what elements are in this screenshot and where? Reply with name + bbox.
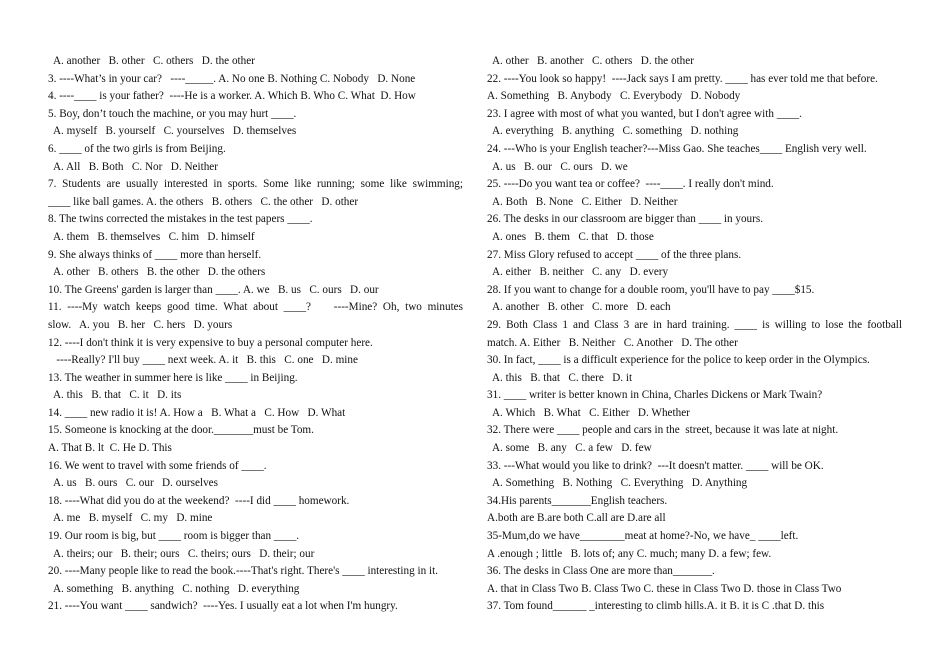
question-line: 32. There were ____ people and cars in the street, because it was late at night. [487,424,839,437]
question-line: A. ones B. them C. that D. those [487,230,654,243]
question-line: 24. ---Who is your English teacher?---Miss Gao. She teaches____ English very well. [487,142,867,155]
question-line: match. A. Either B. Neither C. Another D. The other [487,336,738,349]
question-line: 10. The Greens' garden is larger than ____. A. we B. us C. ours D. our [48,283,379,296]
question-line: 28. If you want to change for a double room, you'll have to pay ____$15. [487,283,815,296]
question-line: A. us B. ours C. our D. ourselves [48,477,218,490]
question-line: 19. Our room is big, but ____ room is bigger than ____. [48,530,300,543]
question-line: A. some B. any C. a few D. few [487,442,652,455]
question-line: A. me B. myself C. my D. mine [48,512,213,525]
question-line: A. Both B. None C. Either D. Neither [487,195,678,208]
question-line: 20. ----Many people like to read the book.----That's right. There's ____ interesting in it. [48,565,438,578]
question-line: 6. ____ of the two girls is from Beijing. [48,142,226,155]
question-line: 16. We went to travel with some friends of ____. [48,459,267,472]
question-line: 25. ----Do you want tea or coffee? ----____. I really don't mind. [487,178,774,191]
left-column [48,53,463,616]
question-line: 4. ----____ is your father? ----He is a worker. A. Which B. Who C. What D. How [48,90,416,103]
question-line: 36. The desks in Class One are more than_______. [487,565,715,578]
question-line: 3. ----What’s in your car? ----_____. A. No one B. Nothing C. Nobody D. None [48,72,416,85]
question-line: 26. The desks in our classroom are bigger than ____ in yours. [487,213,764,226]
question-line: ----Really? I'll buy ____ next week. A. it B. this C. one D. mine [48,354,358,367]
question-line: 22. ----You look so happy! ----Jack says I am pretty. ____ has ever told me that before. [487,72,878,85]
right-column [487,53,902,616]
question-line: 37. Tom found______ _interesting to climb hills.A. it B. it is C .that D. this [487,600,825,613]
question-line: 27. Miss Glory refused to accept ____ of the three plans. [487,248,742,261]
question-line: A. myself B. yourself C. yourselves D. themselves [48,125,297,138]
question-line: A. everything B. anything C. something D. nothing [487,125,739,138]
question-line: 29. Both Class 1 and Class 3 are in hard training. ____ is willing to lose the football [487,318,902,331]
question-line: 7. Students are usually interested in sports. Some like running; some like swimming; [48,178,463,191]
question-line: A. that in Class Two B. Class Two C. these in Class Two D. those in Class Two [487,582,842,595]
question-line: A. That B. lt C. He D. This [48,442,172,455]
question-line: A. Which B. What C. Either D. Whether [487,406,690,419]
question-line: 21. ----You want ____ sandwich? ----Yes. I usually eat a lot when I'm hungry. [48,600,398,613]
question-line: 13. The weather in summer here is like ____ in Beijing. [48,371,298,384]
question-line: A. either B. neither C. any D. every [487,266,669,279]
question-line: ____ like ball games. A. the others B. others C. the other D. other [48,195,359,208]
question-line: A. something B. anything C. nothing D. everything [48,582,300,595]
question-line: 5. Boy, don’t touch the machine, or you may hurt ____. [48,107,297,120]
question-line: 30. In fact, ____ is a difficult experience for the police to keep order in the Olympics. [487,354,870,367]
question-line: 9. She always thinks of ____ more than herself. [48,248,262,261]
question-line: A. another B. other C. more D. each [487,301,671,314]
question-line: A. other B. another C. others D. the other [487,55,694,67]
question-line: 12. ----I don't think it is very expensive to buy a personal computer here. [48,336,373,349]
question-line: A. this B. that C. it D. its [48,389,182,402]
question-line: A. Something B. Nothing C. Everything D. Anything [487,477,748,490]
question-line: A .enough ; little B. lots of; any C. much; many D. a few; few. [487,547,772,560]
question-line: 31. ____ writer is better known in China, Charles Dickens or Mark Twain? [487,389,823,402]
question-line: 15. Someone is knocking at the door._______must be Tom. [48,424,314,437]
question-line: 8. The twins corrected the mistakes in the test papers ____. [48,213,313,226]
question-line: 11. ----My watch keeps good time. What about ____? ----Mine? Oh, two minutes [48,301,463,314]
question-line: 18. ----What did you do at the weekend? ----I did ____ homework. [48,494,350,507]
question-line: A. another B. other C. others D. the other [48,55,255,67]
question-line: slow. A. you B. her C. hers D. yours [48,318,233,331]
question-line: A.both are B.are both C.all are D.are all [487,512,666,525]
question-line: A. All B. Both C. Nor D. Neither [48,160,218,173]
question-line: 14. ____ new radio it is! A. How a B. What a C. How D. What [48,406,346,419]
question-line: A. us B. our C. ours D. we [487,160,628,173]
question-line: 23. I agree with most of what you wanted, but I don't agree with ____. [487,107,802,120]
question-line: A. theirs; our B. their; ours C. theirs; ours D. their; our [48,547,315,560]
question-line: A. this B. that C. there D. it [487,371,633,384]
question-line: 35-Mum,do we have________meat at home?-No, we have_ ____left. [487,530,799,543]
question-line: A. other B. others B. the other D. the others [48,266,266,279]
question-line: A. Something B. Anybody C. Everybody D. Nobody [487,90,741,103]
question-line: 34.His parents_______English teachers. [487,494,668,507]
question-line: A. them B. themselves C. him D. himself [48,230,255,243]
question-line: 33. ---What would you like to drink? ---It doesn't matter. ____ will be OK. [487,459,824,472]
